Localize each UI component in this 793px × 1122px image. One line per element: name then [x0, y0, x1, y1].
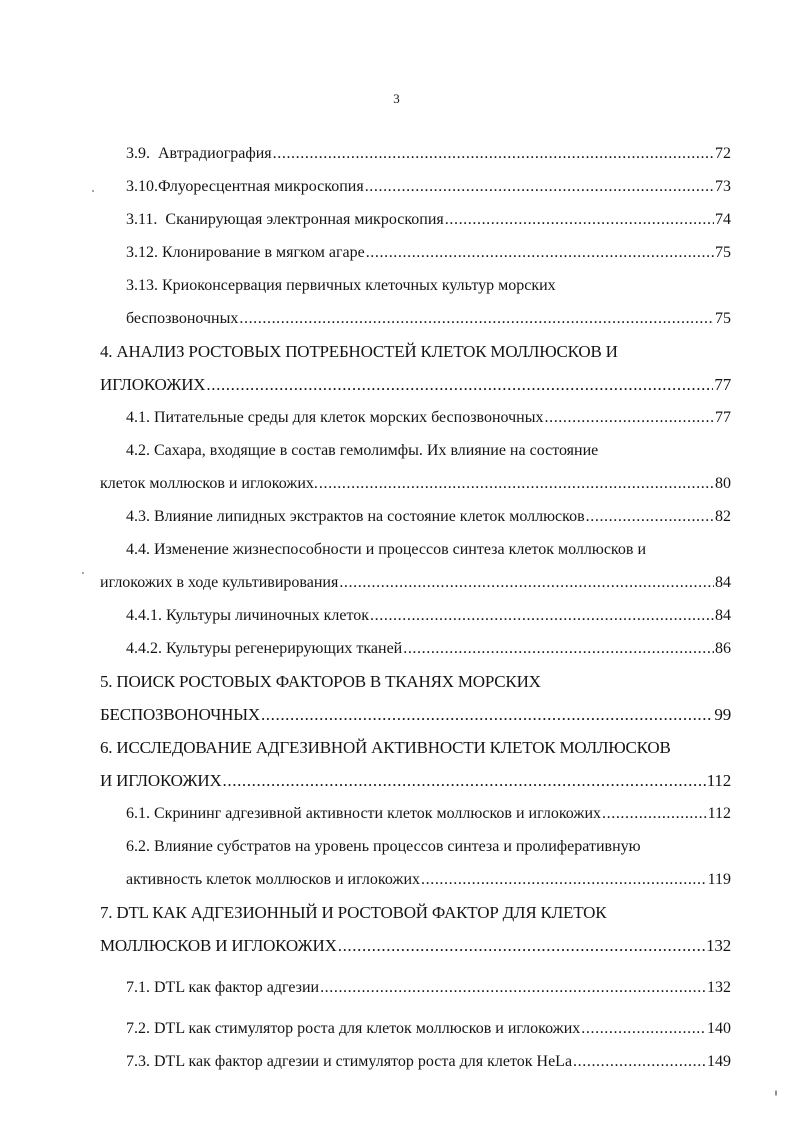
- dot-leader: [602, 804, 707, 824]
- toc-page-number: 132: [706, 936, 731, 955]
- toc-entry-number: 4.1.: [126, 409, 150, 426]
- dot-leader: [586, 507, 714, 527]
- toc-entry-title: Изменение жизнеспособности и процессов синтеза клеток моллюсков и: [154, 541, 646, 558]
- toc-entry-number: 3.10.: [126, 178, 158, 195]
- dot-leader: [581, 1019, 706, 1039]
- toc-entry-title-continuation: беспозвоночных: [126, 310, 239, 327]
- toc-chapter-5-continuation[interactable]: [100, 705, 731, 725]
- dot-leader: [223, 771, 706, 791]
- dot-leader: [421, 870, 707, 890]
- toc-page-number: 77: [714, 375, 731, 394]
- toc-page-number: 86: [715, 640, 731, 657]
- toc-page-number: 73: [715, 178, 731, 195]
- toc-entry-3-13[interactable]: [126, 276, 731, 296]
- toc-entry-number: 4.3.: [126, 508, 150, 525]
- toc-entry-4-3[interactable]: [126, 507, 731, 527]
- toc-entry-4-4-continuation[interactable]: [100, 573, 731, 593]
- toc-chapter-title-continuation: БЕСПОЗВОНОЧНЫХ: [100, 705, 260, 724]
- toc-entry-title-continuation: иглокожих в ходе культивирования: [100, 574, 339, 591]
- toc-page-number: 84: [715, 607, 731, 624]
- toc-page-number: 75: [715, 244, 731, 261]
- toc-entry-3-13-continuation[interactable]: [126, 309, 731, 329]
- toc-page-number: 74: [715, 211, 731, 228]
- toc-entry-title: Культуры регенерирующих тканей: [166, 640, 403, 657]
- dot-leader: [338, 936, 705, 956]
- toc-entry-4-2[interactable]: [126, 441, 731, 461]
- toc-entry-number: 7.3.: [126, 1053, 150, 1070]
- toc-entry-number: 4.4.2.: [126, 640, 162, 657]
- dot-leader: [403, 639, 714, 659]
- toc-entry-4-4[interactable]: [126, 540, 731, 560]
- toc-entry-4-4-2[interactable]: [126, 639, 731, 659]
- toc-entry-4-4-1[interactable]: [126, 606, 731, 626]
- toc-entry-title: Скрининг адгезивной активности клеток моллюсков и иглокожих: [154, 805, 602, 822]
- toc-entry-number: 3.11.: [126, 211, 158, 228]
- toc-entry-title: DTL как стимулятор роста для клеток моллюсков и иглокожих: [154, 1020, 581, 1037]
- toc-page-number: 149: [707, 1053, 731, 1070]
- toc-chapter-4[interactable]: [100, 342, 731, 362]
- toc-page-number: 82: [715, 508, 731, 525]
- toc-entry-title-continuation: клеток моллюсков и иглокожих.: [100, 475, 318, 492]
- toc-chapter-title: 4. АНАЛИЗ РОСТОВЫХ ПОТРЕБНОСТЕЙ КЛЕТОК МОЛЛЮСКОВ И: [100, 342, 618, 361]
- toc-page-number: 140: [707, 1020, 731, 1037]
- toc-entry-title: Влияние липидных экстрактов на состояние клеток моллюсков: [154, 508, 585, 525]
- toc-chapter-7-continuation[interactable]: [100, 936, 731, 956]
- toc-entry-7-3[interactable]: [126, 1052, 731, 1072]
- dot-leader: [445, 210, 714, 230]
- toc-entry-3-12[interactable]: [126, 243, 731, 263]
- toc-entry-number: 3.13.: [126, 277, 158, 294]
- toc-entry-3-11[interactable]: [126, 210, 731, 230]
- dot-leader: [339, 573, 714, 593]
- toc-chapter-4-continuation[interactable]: [100, 375, 731, 395]
- toc-entry-title: DTL как фактор адгезии: [154, 979, 320, 996]
- toc-page-number: 112: [706, 771, 731, 790]
- toc-chapter-6[interactable]: [100, 738, 735, 758]
- toc-chapter-title-continuation: ИГЛОКОЖИХ: [100, 375, 206, 394]
- toc-entry-7-1[interactable]: [126, 978, 731, 998]
- toc-entry-4-1[interactable]: [126, 408, 731, 428]
- toc-page-number: 84: [715, 574, 731, 591]
- toc-chapter-6-continuation[interactable]: [100, 771, 731, 791]
- toc-entry-number: 7.1.: [126, 979, 150, 996]
- toc-entry-title: Криоконсервация первичных клеточных культур морских: [162, 277, 556, 294]
- toc-entry-title: Клонирование в мягком агаре: [162, 244, 365, 261]
- toc-page-number: 132: [707, 979, 731, 996]
- toc-entry-title: Сахара, входящие в состав гемолимфы. Их влияние на состояние: [154, 442, 599, 459]
- scan-speck: [92, 190, 94, 192]
- toc-entry-number: 4.4.: [126, 541, 150, 558]
- toc-entry-4-2-continuation[interactable]: [100, 474, 731, 494]
- page-number: 3: [393, 91, 400, 106]
- toc-entry-title: Флуоресцентная микроскопия: [158, 178, 364, 195]
- toc-entry-3-10[interactable]: [126, 177, 731, 197]
- dot-leader: [370, 606, 714, 626]
- toc-entry-number: 4.4.1.: [126, 607, 162, 624]
- toc-entry-3-9[interactable]: [126, 144, 731, 164]
- toc-page-number: 77: [715, 409, 731, 426]
- toc-chapter-5[interactable]: [100, 672, 731, 692]
- dot-leader: [239, 309, 714, 329]
- dot-leader: [273, 144, 714, 164]
- dot-leader: [320, 978, 706, 998]
- toc-entry-6-2-continuation[interactable]: [126, 870, 731, 890]
- toc-entry-7-2[interactable]: [126, 1019, 731, 1039]
- toc-page-number: 112: [707, 805, 731, 822]
- dot-leader: [261, 705, 713, 725]
- toc-chapter-title: 7. DTL КАК АДГЕЗИОННЫЙ И РОСТОВОЙ ФАКТОР ДЛЯ КЛЕТОК: [100, 903, 607, 922]
- toc-entry-title: Влияние субстратов на уровень процессов синтеза и пролиферативную: [154, 838, 641, 855]
- toc-entry-title: Питательные среды для клеток морских беспозвоночных: [154, 409, 544, 426]
- scan-speck: [775, 1090, 777, 1096]
- toc-entry-number: 3.12.: [126, 244, 158, 261]
- toc-page-number: 99: [714, 705, 731, 724]
- toc-chapter-title-continuation: И ИГЛОКОЖИХ: [100, 771, 222, 790]
- toc-entry-number: 6.1.: [126, 805, 150, 822]
- dot-leader: [573, 1052, 706, 1072]
- toc-chapter-title: 6. ИССЛЕДОВАНИЕ АДГЕЗИВНОЙ АКТИВНОСТИ КЛЕТОК МОЛЛЮСКОВ: [100, 738, 671, 757]
- toc-entry-number: 7.2.: [126, 1020, 150, 1037]
- dot-leader: [366, 243, 714, 263]
- dot-leader: [365, 177, 714, 197]
- scan-speck: [82, 572, 84, 574]
- toc-entry-title: Автрадиография: [158, 145, 272, 162]
- toc-entry-number: 3.9.: [126, 145, 150, 162]
- dot-leader: [319, 474, 714, 494]
- toc-chapter-title: 5. ПОИСК РОСТОВЫХ ФАКТОРОВ В ТКАНЯХ МОРСКИХ: [100, 672, 541, 691]
- toc-entry-number: 4.2.: [126, 442, 150, 459]
- toc-page-number: 72: [715, 145, 731, 162]
- toc-entry-6-1[interactable]: [126, 804, 731, 824]
- toc-page-number: 119: [707, 871, 731, 888]
- toc-page-number: 75: [715, 310, 731, 327]
- dot-leader: [206, 375, 713, 395]
- toc-chapter-7[interactable]: [100, 903, 731, 923]
- toc-entry-6-2[interactable]: [126, 837, 731, 857]
- toc-chapter-title-continuation: МОЛЛЮСКОВ И ИГЛОКОЖИХ: [100, 936, 337, 955]
- toc-entry-number: 6.2.: [126, 838, 150, 855]
- toc-entry-title: Сканирующая электронная микроскопия: [165, 211, 444, 228]
- toc-entry-title-continuation: активность клеток моллюсков и иглокожих: [126, 871, 421, 888]
- toc-entry-title: DTL как фактор адгезии и стимулятор роста для клеток HeLa: [154, 1053, 573, 1070]
- toc-page-number: 80: [715, 475, 731, 492]
- dot-leader: [545, 408, 715, 428]
- toc-entry-title: Культуры личиночных клеток: [166, 607, 370, 624]
